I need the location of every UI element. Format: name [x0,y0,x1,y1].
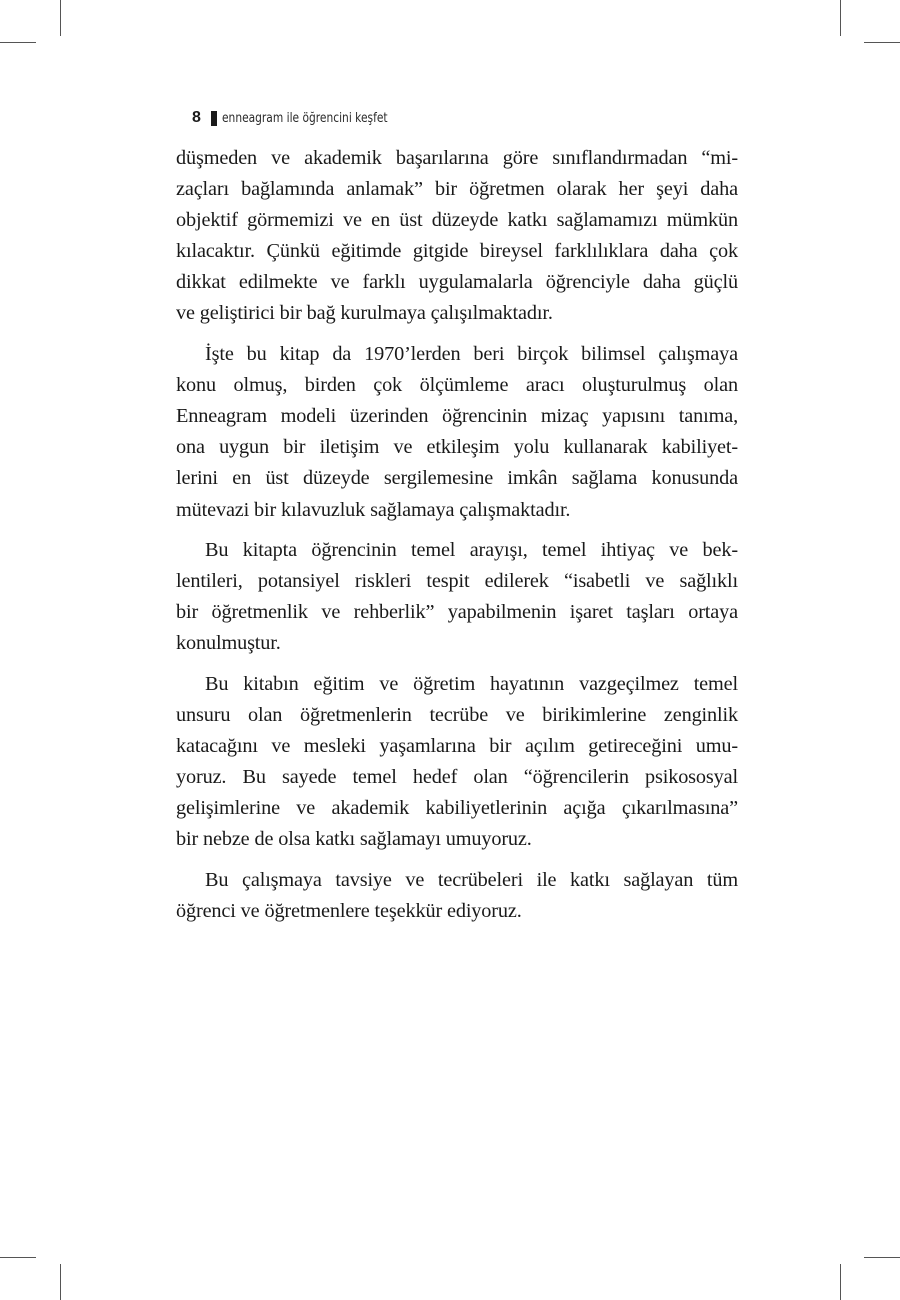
crop-mark-bottom-right-horizontal [864,1257,900,1258]
text-line: Bu çalışmaya tavsiye ve tecrübeleri ile katkı sağlayan tüm [205,869,738,892]
running-head [192,106,424,130]
running-head-title: enneagram ile öğrencini keşfet [221,110,388,126]
crop-mark-bottom-right-vertical [840,1264,841,1300]
crop-mark-bottom-left-horizontal [0,1257,36,1258]
text-line: konu olmuş, birden çok ölçümleme aracı oluşturulmuş olan [176,374,738,397]
running-head-bar [211,111,217,126]
page-number: 8 [192,109,201,126]
paragraph [176,339,738,526]
crop-mark-top-right-horizontal [864,42,900,43]
text-line: katacağını ve mesleki yaşamlarına bir açılım getireceğini umu- [176,735,738,758]
paragraph [176,669,738,856]
text-line: ona uygun bir iletişim ve etkileşim yolu kullanarak kabiliyet- [176,436,738,459]
crop-mark-bottom-left-vertical [60,1264,61,1300]
body-text [176,143,738,937]
text-line: kılacaktır. Çünkü eğitimde gitgide bireysel farklılıklara daha çok [176,240,738,263]
text-line: gelişimlerine ve akademik kabiliyetlerinin açığa çıkarılmasına” [176,797,738,820]
crop-mark-top-left-vertical [60,0,61,36]
text-line: lerini en üst düzeyde sergilemesine imkân sağlama konusunda [176,467,738,490]
paragraph [176,143,738,330]
text-line: ve geliştirici bir bağ kurulmaya çalışılmaktadır. [176,302,553,325]
text-line: zaçları bağlamında anlamak” bir öğretmen olarak her şeyi daha [176,178,738,201]
text-line: konulmuştur. [176,632,281,655]
text-line: bir öğretmenlik ve rehberlik” yapabilmenin işaret taşları ortaya [176,601,738,624]
text-line: düşmeden ve akademik başarılarına göre sınıflandırmadan “mi- [176,147,738,169]
text-line: mütevazi bir kılavuzluk sağlamaya çalışmaktadır. [176,498,571,521]
crop-mark-top-right-vertical [840,0,841,36]
text-line: bir nebze de olsa katkı sağlamayı umuyoruz. [176,828,532,851]
text-line: objektif görmemizi ve en üst düzeyde katkı sağlamamızı mümkün [176,209,738,232]
text-line: yoruz. Bu sayede temel hedef olan “öğrencilerin psikososyal [176,766,738,789]
text-line: dikkat edilmekte ve farklı uygulamalarla öğrenciyle daha güçlü [176,271,738,294]
text-line: lentileri, potansiyel riskleri tespit edilerek “isabetli ve sağlıklı [176,570,738,593]
paragraph [176,535,738,659]
text-line: öğrenci ve öğretmenlere teşekkür ediyoruz. [176,900,522,923]
text-line: unsuru olan öğretmenlerin tecrübe ve birikimlerine zenginlik [176,704,738,727]
text-line: İşte bu kitap da 1970’lerden beri birçok bilimsel çalışmaya [205,343,738,366]
paragraph [176,865,738,927]
text-line: Bu kitabın eğitim ve öğretim hayatının vazgeçilmez temel [205,673,738,695]
text-line: Enneagram modeli üzerinden öğrencinin mizaç yapısını tanıma, [176,405,738,428]
text-line: Bu kitapta öğrencinin temel arayışı, temel ihtiyaç ve bek- [205,539,738,562]
crop-mark-top-left-horizontal [0,42,36,43]
